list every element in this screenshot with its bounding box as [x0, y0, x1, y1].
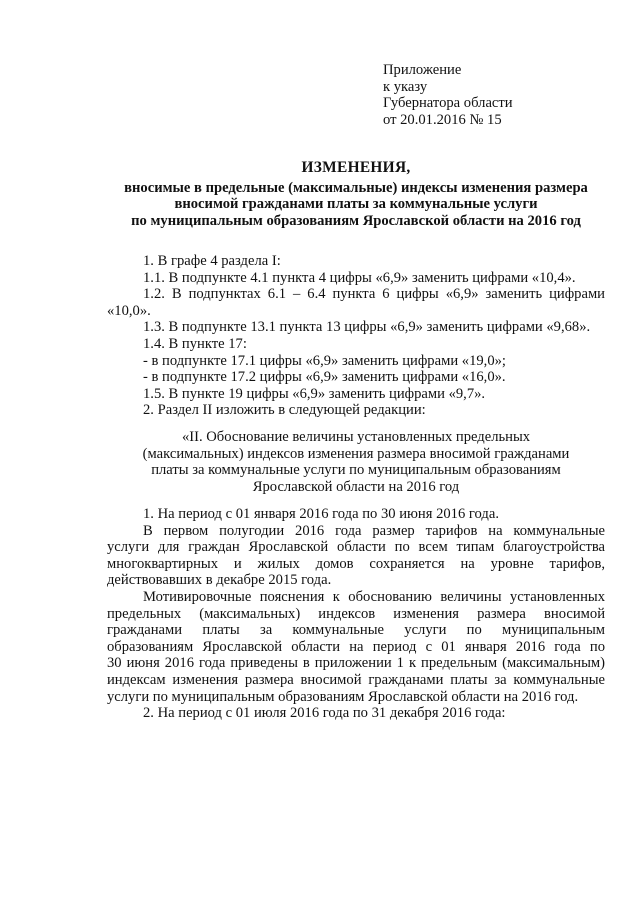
- item-1-2-cont: «10,0».: [107, 302, 151, 319]
- item-1-3: 1.3. В подпункте 13.1 пункта 13 цифры «6,9» заменить цифрами «9,68».: [143, 319, 591, 336]
- item-1-4: 1.4. В пункте 17:: [143, 335, 247, 352]
- item-1-2: 1.2. В подпунктах 6.1 – 6.4 пункта 6 цифры «6,9» заменить цифрами: [143, 286, 605, 303]
- paragraph-line: индексам изменения размера вносимой гражданами платы за коммунальные: [107, 671, 605, 688]
- paragraph-period-2: 2. На период с 01 июля 2016 года по 31 декабря 2016 года:: [143, 705, 506, 722]
- item-1-1: 1.1. В подпункте 4.1 пункта 4 цифры «6,9» заменить цифрами «10,4».: [143, 269, 576, 286]
- section-body: [107, 506, 605, 722]
- paragraph-line: Мотивировочные пояснения к обоснованию величины установленных: [143, 588, 605, 605]
- section-line: «II. Обоснование величины установленных предельных: [181, 429, 531, 445]
- paragraph-line: многоквартирных и жилых домов сохраняется на уровне тарифов,: [107, 555, 605, 572]
- paragraph-line: гражданами платы за коммунальные услуги по муниципальным: [107, 622, 605, 639]
- title-line: вносимой гражданами платы за коммунальные услуги: [174, 196, 538, 213]
- paragraph-line: 30 июня 2016 года приведены в приложении 1 к предельным (максимальным): [107, 655, 605, 672]
- paragraph-line: действовавших в декабре 2015 года.: [107, 572, 332, 589]
- appendix-line: Приложение: [383, 62, 462, 78]
- section-line: (максимальных) индексов изменения размера вносимой гражданами: [142, 445, 570, 462]
- item-1: 1. В графе 4 раздела I:: [143, 253, 281, 269]
- paragraph-period-1: 1. На период с 01 января 2016 года по 30 июня 2016 года.: [143, 506, 499, 522]
- title-line: по муниципальным образованиям Ярославской области на 2016 год: [131, 212, 581, 229]
- item-1-4-b: - в подпункте 17.2 цифры «6,9» заменить цифрами «16,0».: [143, 369, 506, 386]
- appendix-line: Губернатора области: [383, 95, 513, 112]
- title-line: вносимые в предельные (максимальные) индексы изменения размера: [124, 179, 588, 196]
- item-1-5: 1.5. В пункте 19 цифры «6,9» заменить цифрами «9,7».: [143, 385, 486, 402]
- appendix-block: [383, 62, 513, 128]
- section-heading: [107, 429, 605, 495]
- item-1-4-a: - в подпункте 17.1 цифры «6,9» заменить цифрами «19,0»;: [143, 352, 506, 369]
- section-line: платы за коммунальные услуги по муниципальным образованиям: [151, 462, 561, 479]
- document-title: [107, 160, 605, 229]
- section-line: Ярославской области на 2016 год: [252, 478, 460, 495]
- appendix-line: к указу: [383, 78, 428, 95]
- paragraph-line: предельных (максимальных) индексов изменения размера вносимой: [107, 605, 605, 622]
- paragraph-line: услуги по муниципальным образованиям Ярославской области на 2016 год.: [107, 688, 579, 705]
- paragraph-line: В первом полугодии 2016 года размер тарифов на коммунальные: [143, 522, 605, 539]
- paragraph-line: образованиям Ярославской области на период с 01 января 2016 года по: [107, 638, 605, 655]
- amendment-list: [107, 253, 605, 419]
- paragraph-line: услуги для граждан Ярославской области по всем типам благоустройства: [107, 539, 605, 556]
- title-heading: ИЗМЕНЕНИЯ,: [301, 159, 411, 176]
- appendix-date: от 20.01.2016 № 15: [383, 111, 502, 128]
- item-2: 2. Раздел II изложить в следующей редакции:: [143, 402, 426, 419]
